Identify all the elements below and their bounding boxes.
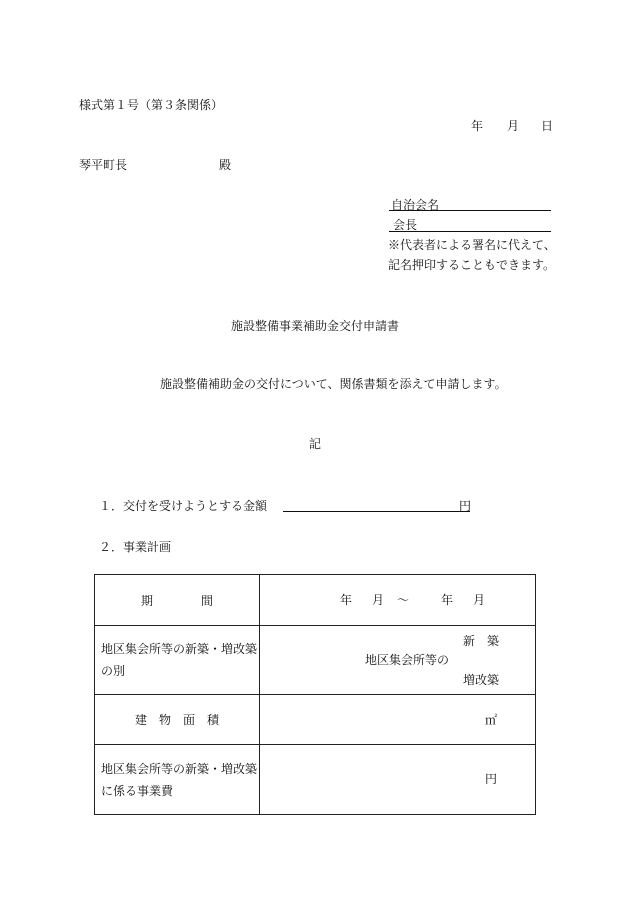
period-tilde: ～ <box>397 593 410 607</box>
chair-name-underline[interactable] <box>389 231 551 232</box>
type-new[interactable]: 新 築 <box>463 634 500 648</box>
type-value-cell[interactable] <box>260 626 536 695</box>
period-year1: 年 <box>340 593 353 607</box>
chair-label: 会長 <box>393 218 418 232</box>
cost-label-line1: 地区集会所等の新築・増改築 <box>101 761 258 776</box>
signature-note-line1: ※代表者による署名に代えて、 <box>388 238 556 252</box>
form-number: 様式第１号（第３条関係） <box>79 98 224 112</box>
item2-label: ２．事業計画 <box>99 540 172 554</box>
type-label-cell <box>95 626 260 695</box>
date-month-label: 月 <box>507 119 520 133</box>
type-expand[interactable]: 増改築 <box>463 673 500 687</box>
cost-label-cell <box>95 745 260 815</box>
cost-label-line2: に係る事業費 <box>101 783 174 798</box>
period-label-cell <box>95 575 260 626</box>
item1-unit: 円 <box>459 499 472 513</box>
association-name-label: 自治会名 <box>391 198 440 212</box>
table-row-type <box>95 626 536 695</box>
item1-amount-underline[interactable] <box>283 511 470 512</box>
type-prefix: 地区集会所等の <box>365 653 450 667</box>
request-text: 施設整備補助金の交付について、関係書類を添えて申請します。 <box>160 377 507 391</box>
cost-value-cell[interactable] <box>260 745 536 815</box>
table-row-area <box>95 695 536 745</box>
ki-heading: 記 <box>308 437 321 451</box>
period-month2: 月 <box>473 593 486 607</box>
area-unit: ㎡ <box>485 713 498 727</box>
date-year-label: 年 <box>471 119 484 133</box>
area-label-cell <box>95 695 260 745</box>
period-value-cell[interactable] <box>260 575 536 626</box>
period-label: 期 間 <box>140 593 213 608</box>
period-year2: 年 <box>441 593 454 607</box>
period-month1: 月 <box>372 593 385 607</box>
area-label: 建 物 面 積 <box>134 713 219 727</box>
addressee-name: 琴平町長 <box>79 158 128 172</box>
area-value-cell[interactable] <box>260 695 536 745</box>
signature-note-line2: 記名押印することもできます。 <box>388 258 556 272</box>
cost-unit: 円 <box>485 772 498 786</box>
table-row-period <box>95 575 536 626</box>
type-label-line1: 地区集会所等の新築・増改築 <box>101 642 258 656</box>
item1-label: １．交付を受けようとする金額 <box>99 499 268 513</box>
date-day-label: 日 <box>541 119 554 133</box>
document-title: 施設整備事業補助金交付申請書 <box>230 319 399 333</box>
type-label-line2: の別 <box>101 664 126 678</box>
addressee-honorific: 殿 <box>219 158 232 172</box>
association-name-underline[interactable] <box>389 210 551 211</box>
plan-table <box>94 574 536 815</box>
table-row-cost <box>95 745 536 815</box>
